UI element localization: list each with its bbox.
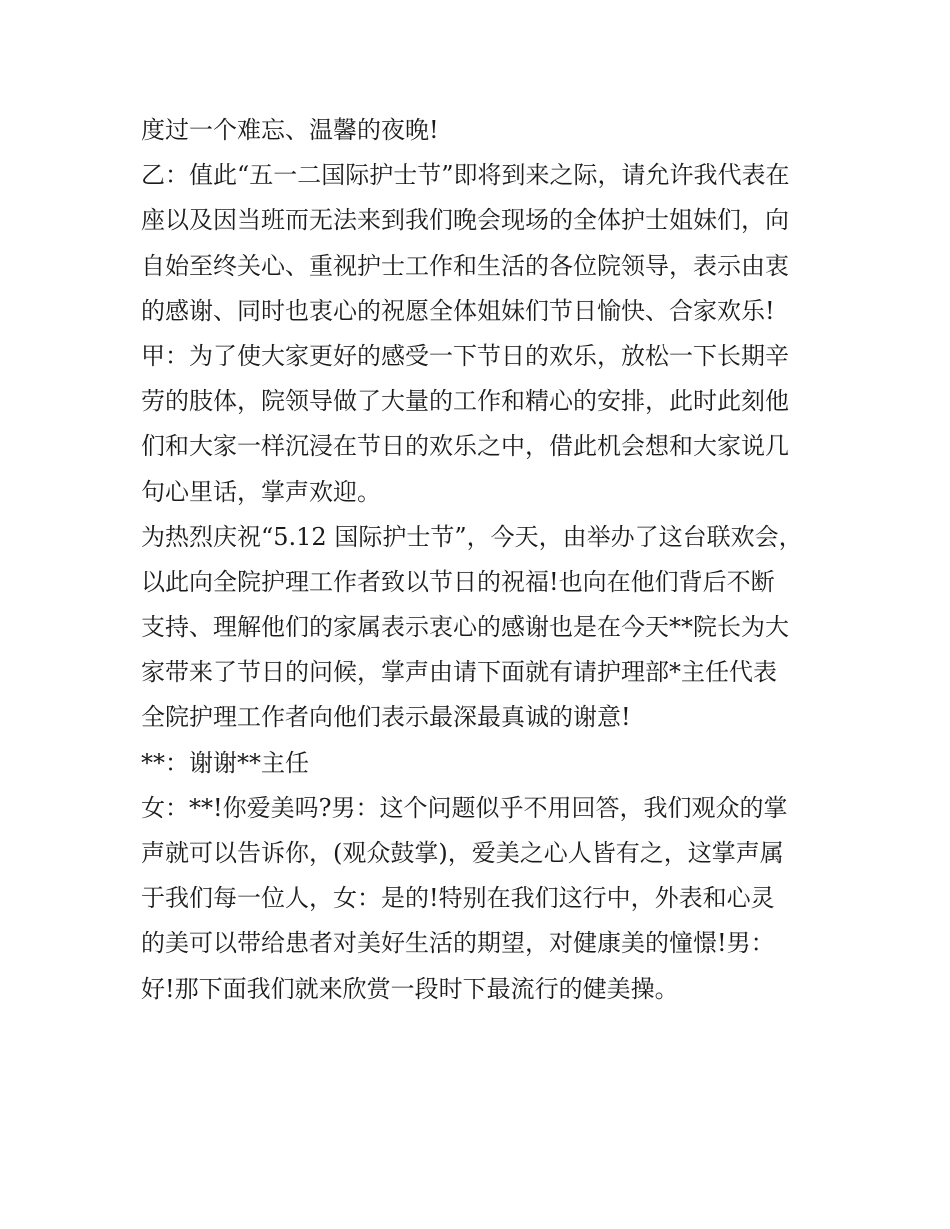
text-line: 座以及因当班而无法来到我们晚会现场的全体护士姐妹们，向 [141, 206, 789, 235]
text-line: **：谢谢**主任 [141, 748, 309, 777]
text-line: 的感谢、同时也衷心的祝愿全体姐妹们节日愉快、合家欢乐! [141, 296, 775, 325]
text-line: 好!那下面我们就来欣赏一段时下最流行的健美操。 [141, 974, 679, 1003]
text-line: 度过一个难忘、温馨的夜晚! [141, 116, 439, 144]
text-line: 声就可以告诉你，(观众鼓掌)，爱美之心人皆有之，这掌声属 [141, 839, 784, 867]
text-line: 自始至终关心、重视护士工作和生活的各位院领导，表示由衷 [141, 251, 789, 280]
text-line: 支持、理解他们的家属表示衷心的感谢也是在今天**院长为大 [141, 613, 789, 642]
text-line: 甲：为了使大家更好的感受一下节日的欢乐，放松一下长期辛 [141, 341, 789, 370]
document-body [141, 108, 821, 1012]
text-line: 家带来了节日的问候，掌声由请下面就有请护理部*主任代表 [141, 658, 777, 687]
text-line: 的美可以带给患者对美好生活的期望，对健康美的憧憬!男： [141, 929, 775, 958]
text-line: 乙：值此“五一二国际护士节”即将到来之际，请允许我代表在 [141, 161, 790, 190]
text-line: 全院护理工作者向他们表示最深最真诚的谢意! [141, 703, 631, 732]
text-line: 句心里话，掌声欢迎。 [141, 477, 381, 506]
text-line: 于我们每一位人，女：是的!特别在我们这行中，外表和心灵 [141, 884, 775, 913]
text-line: 以此向全院护理工作者致以节日的祝福!也向在他们背后不断 [141, 567, 775, 596]
text-line: 们和大家一样沉浸在节日的欢乐之中，借此机会想和大家说几 [141, 432, 789, 461]
text-line: 女：**!你爱美吗?男：这个问题似乎不用回答，我们观众的掌 [141, 793, 788, 822]
text-line: 为热烈庆祝“5.12 国际护士节”，今天，由举办了这台联欢会， [141, 522, 803, 551]
text-line: 劳的肢体，院领导做了大量的工作和精心的安排，此时此刻他 [141, 387, 789, 416]
